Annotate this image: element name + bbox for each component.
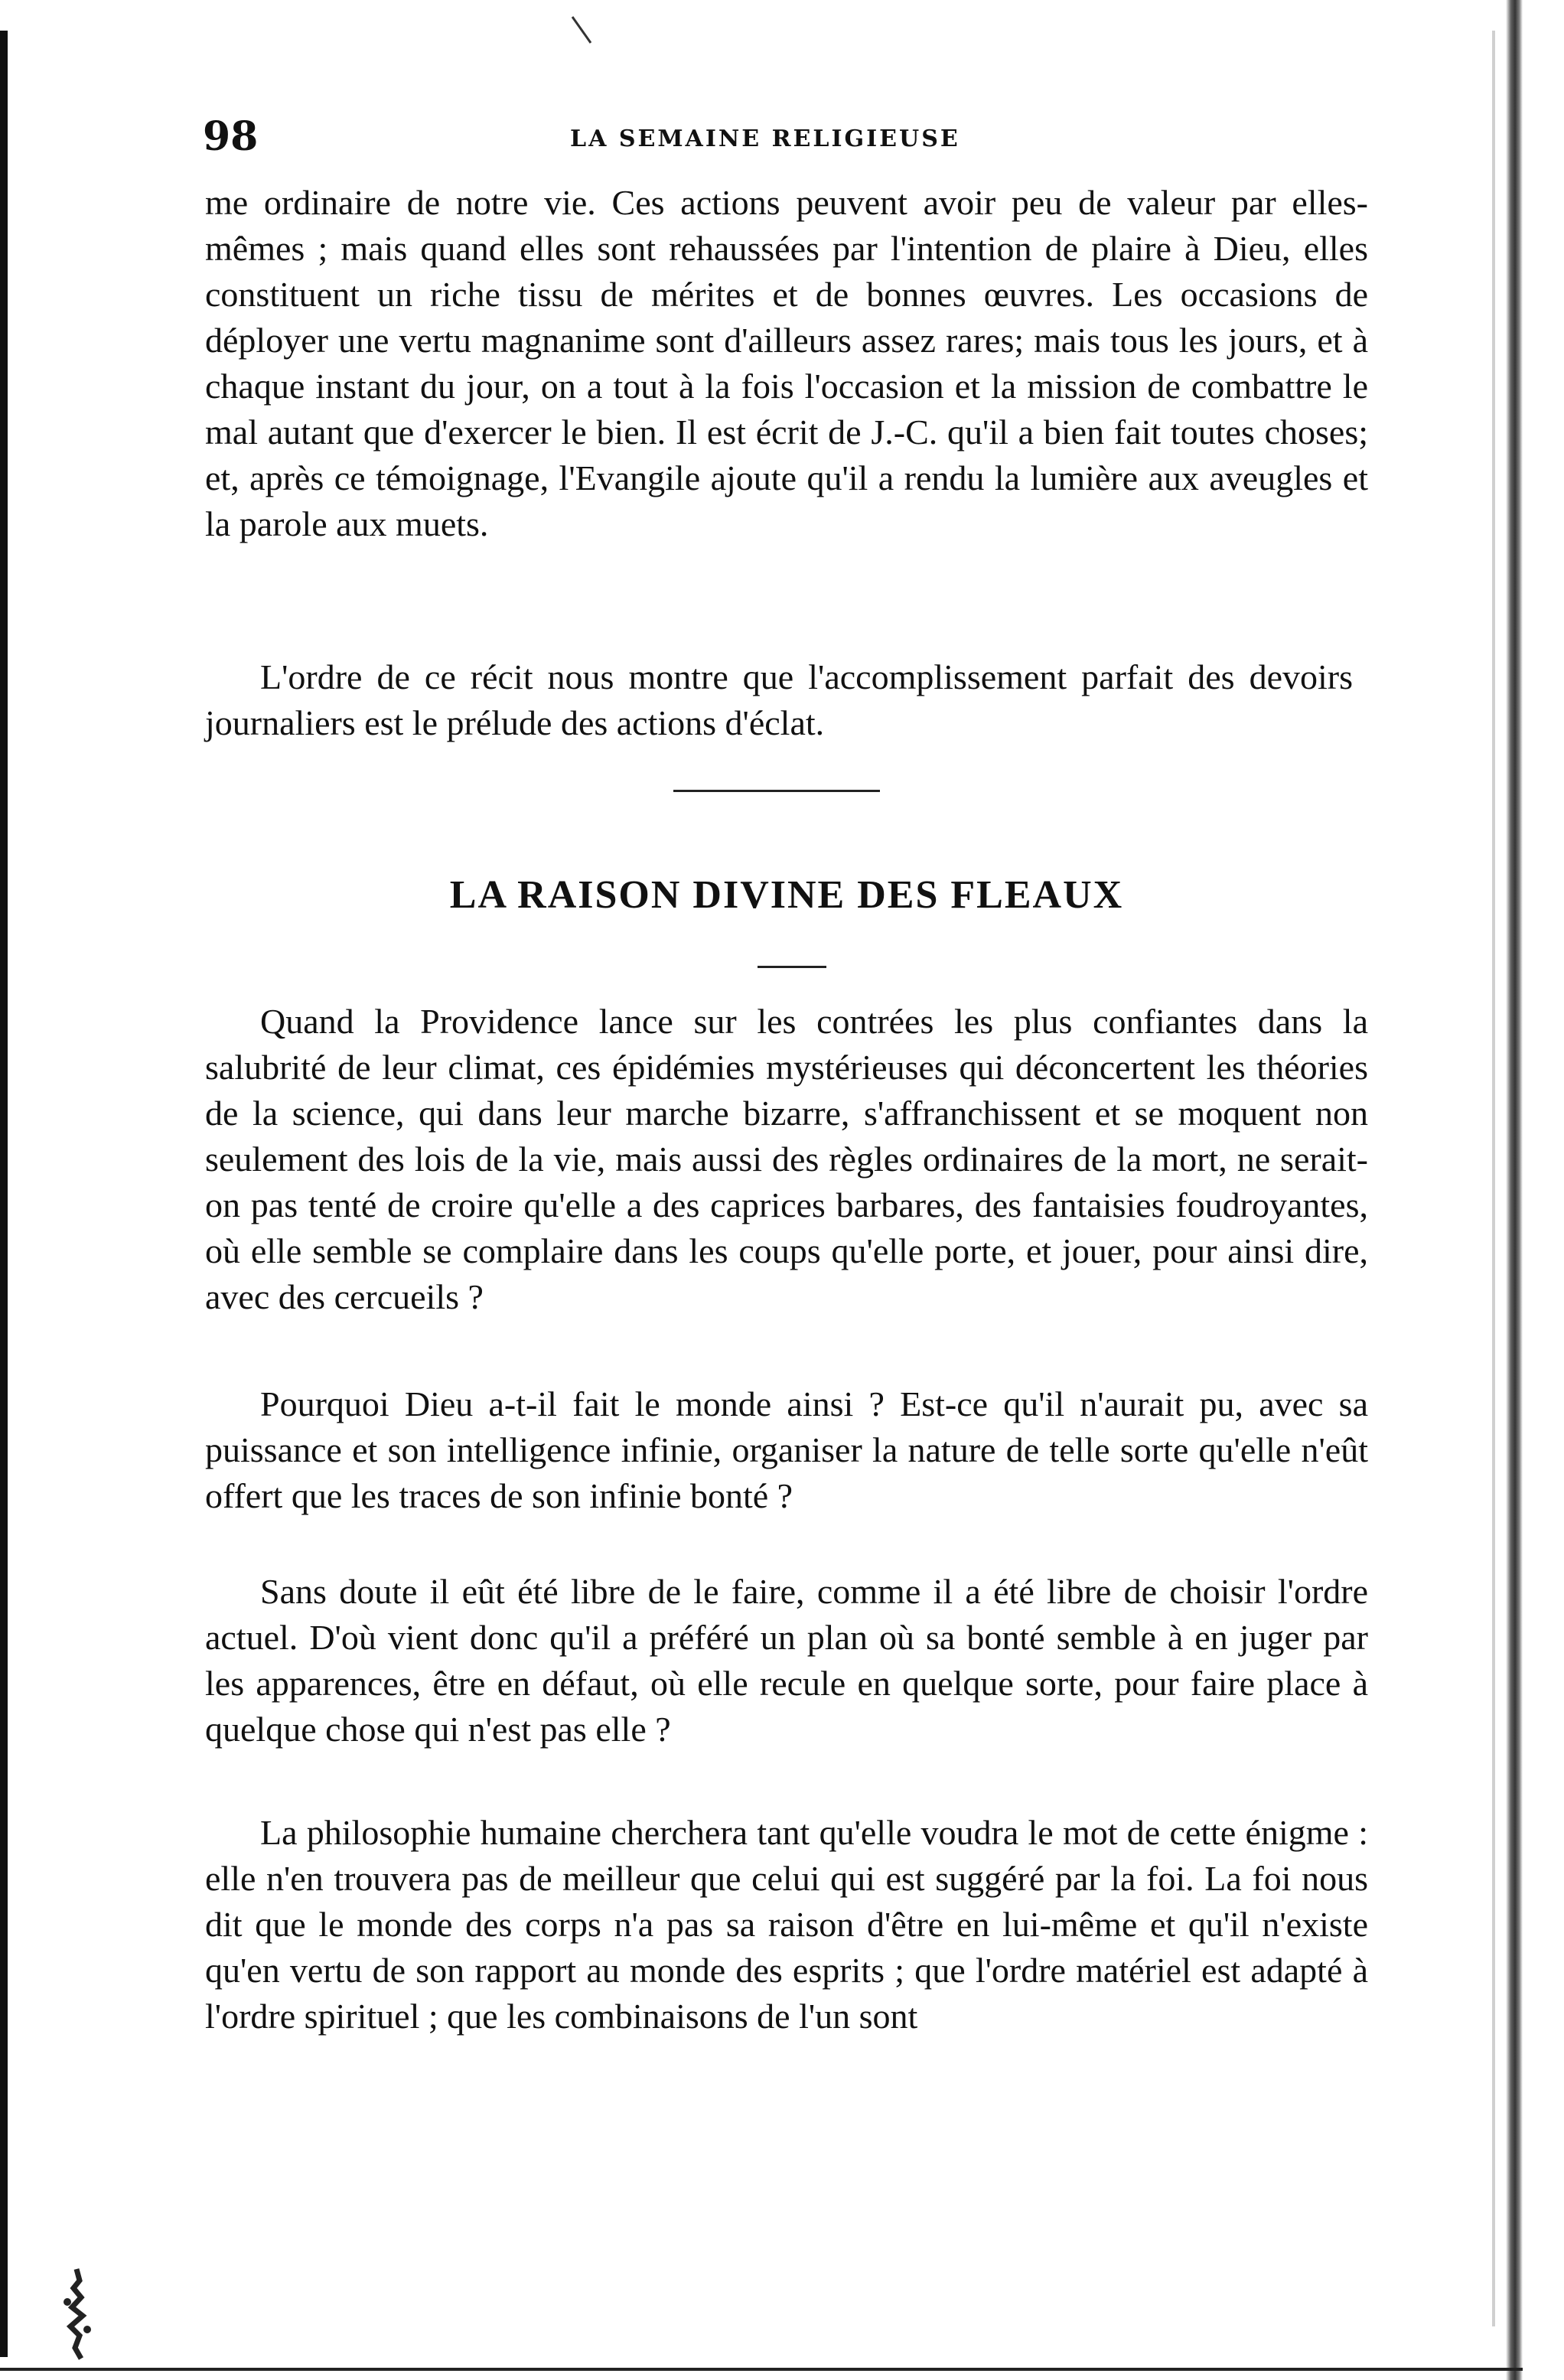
running-head: LA SEMAINE RELIGIEUSE xyxy=(570,126,960,152)
paragraph-5 xyxy=(205,1569,1368,1752)
section-title: LA RAISON DIVINE DES FLEAUX xyxy=(449,873,1124,917)
page-number: 98 xyxy=(203,113,259,160)
library-stamp-mark xyxy=(54,2265,99,2365)
paragraph-1 xyxy=(205,180,1368,547)
paragraph-3-text: Quand la Providence lance sur les contrées les plus confiantes dans la salubrité de leur climat, ces épidémies mystérieuses qui déconcertent les théories de la science, qui dans leur marche bizarre, s'affranchissent et se moquent non seulement des lois de la vie, mais aussi des règles ordinaires de la mort, ne serait-on pas tenté de croire qu'elle a des caprices barbares, des fantaisies foudroyantes, où elle semble se complaire dans les coups qu'elle porte, et jouer, pour ainsi dire, avec des cercueils ? xyxy=(205,1002,1368,1316)
paragraph-6-text: La philosophie humaine cherchera tant qu'elle voudra le mot de cette énigme : elle n'en trouvera pas de meilleur que celui qui est suggéré par la foi. La foi nous dit que le monde des corps n'a pas sa raison d'être en lui-même et qu'il n'existe qu'en vertu de son rapport au monde des esprits ; que l'ordre matériel est adapté à l'ordre spirituel ; que les combinaisons de l'un sont xyxy=(205,1813,1368,2036)
section-divider xyxy=(673,790,880,792)
paragraph-3 xyxy=(205,999,1368,1320)
scan-edge-left xyxy=(0,31,8,2357)
scan-specks-top xyxy=(536,15,627,46)
scan-shadow-right xyxy=(1492,31,1495,2326)
page-header xyxy=(203,113,1381,159)
paragraph-4 xyxy=(205,1381,1368,1519)
paragraph-5-text: Sans doute il eût été libre de le faire, comme il a été libre de choisir l'ordre actuel. D'où vient donc qu'il a préféré un plan où sa bonté semble à en juger par les apparences, être en défaut, où elle recule en quelque sorte, pour faire place à quelque chose qui n'est pas elle ? xyxy=(205,1572,1368,1749)
paragraph-2 xyxy=(205,654,1353,746)
title-divider xyxy=(758,966,826,968)
scan-edge-right xyxy=(1506,0,1523,2380)
paragraph-4-text: Pourquoi Dieu a-t-il fait le monde ainsi ? Est-ce qu'il n'aurait pu, avec sa puissance et son intelligence infinie, organiser la nature de telle sorte qu'elle n'eût offert que les traces de son infinie bonté ? xyxy=(205,1384,1368,1515)
paragraph-6 xyxy=(205,1810,1368,2039)
paragraph-1-text: me ordinaire de notre vie. Ces actions peuvent avoir peu de valeur par elles-mêmes ; mais quand elles sont rehaussées par l'intention de plaire à Dieu, elles constituent un riche tissu de mérites et de bonnes œuvres. Les occasions de déployer une vertu magnanime sont d'ailleurs assez rares; mais tous les jours, et à chaque instant du jour, on a tout à la fois l'occasion et la mission de combattre le mal autant que d'exercer le bien. Il est écrit de J.-C. qu'il a bien fait toutes choses; et, après ce témoignage, l'Evangile ajoute qu'il a rendu la lumière aux aveugles et la parole aux muets. xyxy=(205,183,1368,543)
paragraph-2-text: L'ordre de ce récit nous montre que l'accomplissement parfait des devoirs journaliers est le prélude des actions d'éclat. xyxy=(205,657,1353,742)
scan-edge-bottom xyxy=(0,2368,1523,2371)
